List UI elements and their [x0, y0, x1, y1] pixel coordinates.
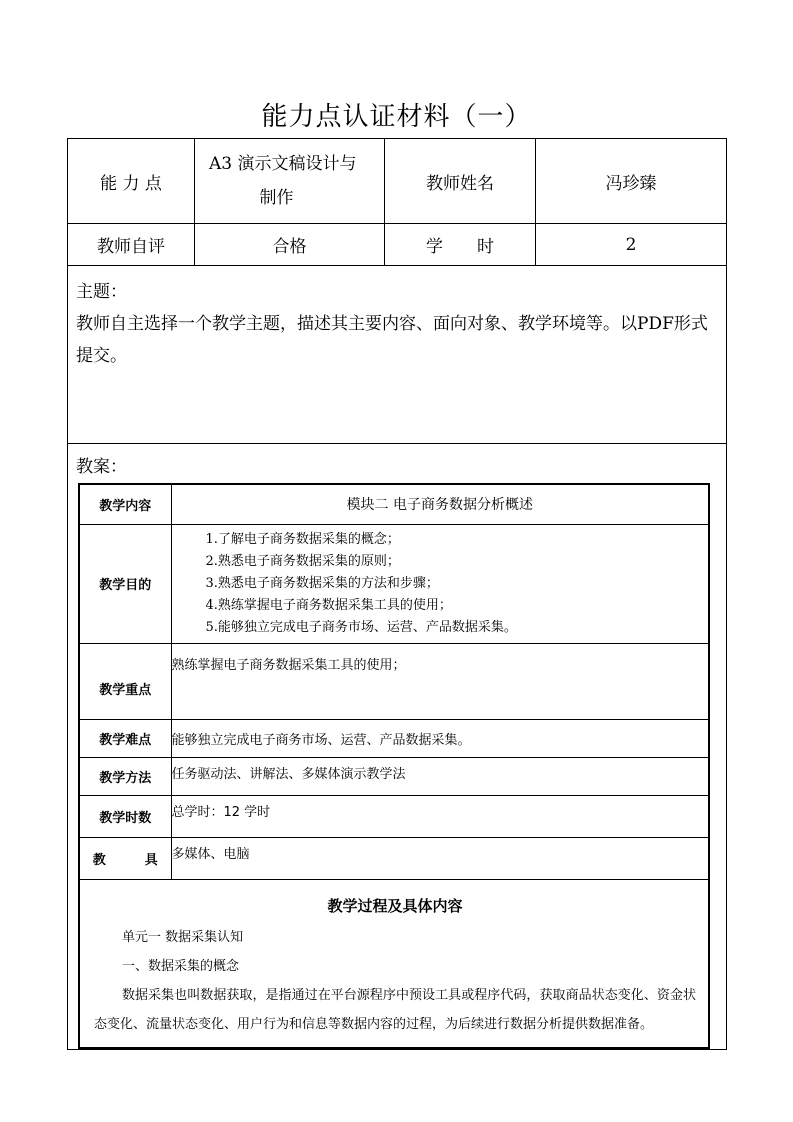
process-paragraph: 数据采集也叫数据获取，是指通过在平台源程序中预设工具或程序代码，获取商品状态变化、资金状态变化、流量状态变化、用户行为和信息等数据内容的过程，为后续进行数据分析提供数据准备。 [94, 987, 696, 1032]
list-item: 1.了解电子商务数据采集的概念； [205, 531, 400, 547]
ability-value-line2: 制作 [259, 188, 294, 208]
content-label: 教学内容 [79, 484, 171, 524]
process-cell [79, 879, 709, 1048]
list-item: 4.熟练掌握电子商务数据采集工具的使用； [205, 597, 452, 613]
lesson-plan-table [78, 483, 710, 1049]
unit-title: 单元一 数据采集认知 [122, 929, 244, 945]
tools-value: 多媒体、电脑 [171, 837, 709, 879]
self-eval-value: 合格 [195, 224, 385, 266]
list-item: 2.熟悉电子商务数据采集的原则； [205, 553, 400, 569]
list-item: 3.熟悉电子商务数据采集的方法和步骤； [205, 575, 439, 591]
self-eval-label: 教师自评 [68, 224, 195, 266]
hours-label: 学 时 [385, 224, 536, 266]
topic-cell [68, 266, 727, 444]
goal-list [171, 524, 709, 643]
time-label: 教学时数 [79, 795, 171, 837]
teacher-name-value: 冯珍臻 [536, 139, 727, 224]
ability-value-line1: A3 演示文稿设计与 [209, 154, 357, 174]
content-value: 模块二 电子商务数据分析概述 [171, 484, 709, 524]
ability-label: 能 力 点 [68, 139, 195, 224]
tools-label: 教 具 [79, 837, 171, 879]
goal-label: 教学目的 [79, 524, 171, 643]
ability-value [195, 139, 385, 224]
teacher-name-label: 教师姓名 [385, 139, 536, 224]
hours-value: 2 [536, 224, 727, 266]
method-value: 任务驱动法、讲解法、多媒体演示教学法 [171, 757, 709, 795]
list-item: 5.能够独立完成电子商务市场、运营、产品数据采集。 [205, 619, 517, 635]
certification-table [67, 138, 727, 1050]
key-point-value: 熟练掌握电子商务数据采集工具的使用； [171, 643, 709, 719]
difficulty-value: 能够独立完成电子商务市场、运营、产品数据采集。 [171, 719, 709, 757]
lesson-plan-label: 教案： [76, 457, 127, 477]
document-title: 能力点认证材料（一） [261, 102, 532, 132]
process-title: 教学过程及具体内容 [327, 896, 463, 915]
key-point-label: 教学重点 [79, 643, 171, 719]
method-label: 教学方法 [79, 757, 171, 795]
time-value: 总学时：12 学时 [171, 795, 709, 837]
difficulty-label: 教学难点 [79, 719, 171, 757]
section-title: 一、数据采集的概念 [122, 958, 240, 974]
topic-description: 教师自主选择一个教学主题，描述其主要内容、面向对象、教学环境等。以PDF形式提交。 [76, 314, 708, 366]
topic-label: 主题： [76, 282, 127, 302]
lesson-plan-cell [68, 444, 727, 1050]
